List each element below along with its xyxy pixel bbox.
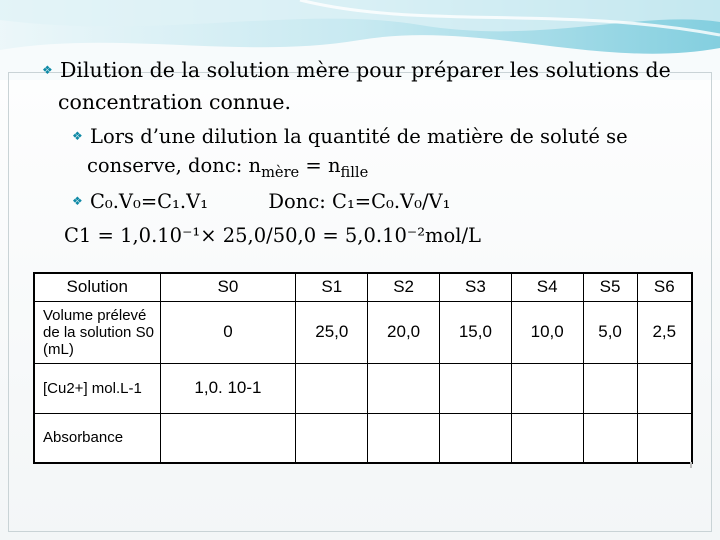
cell-conc-s1 bbox=[296, 363, 368, 413]
bullet-icon: ❖ bbox=[42, 63, 53, 77]
header-s3: S3 bbox=[440, 273, 512, 301]
cell-volume-s3: 15,0 bbox=[440, 301, 512, 363]
sub-fille: fille bbox=[340, 163, 369, 181]
table-row-absorbance bbox=[34, 413, 692, 463]
sub-mere: mère bbox=[261, 163, 300, 181]
row-label-volume: Volume prélevé de la solution S0 (mL) bbox=[34, 301, 160, 363]
header-s1: S1 bbox=[296, 273, 368, 301]
dilution-formula: C₀.V₀=C₁.V₁ bbox=[90, 190, 209, 213]
header-s0: S0 bbox=[160, 273, 296, 301]
cell-conc-s0: 1,0. 10-1 bbox=[160, 363, 296, 413]
cell-volume-s6: 2,5 bbox=[637, 301, 692, 363]
calculation-line: C1 = 1,0.10⁻¹× 25,0/50,0 = 5,0.10⁻²mol/L bbox=[64, 224, 481, 247]
table-header-row bbox=[34, 273, 692, 301]
cell-volume-s1: 25,0 bbox=[296, 301, 368, 363]
bullet-icon: ❖ bbox=[72, 129, 83, 143]
cell-conc-s6 bbox=[637, 363, 692, 413]
conserve-text: conserve, donc: n bbox=[87, 154, 262, 177]
header-s5: S5 bbox=[583, 273, 637, 301]
cell-abs-s1 bbox=[296, 413, 368, 463]
bullet-2-text: Lors d’une dilution la quantité de matière de soluté se bbox=[90, 125, 628, 148]
header-s4: S4 bbox=[511, 273, 583, 301]
row-label-absorbance: Absorbance bbox=[34, 413, 160, 463]
header-solution: Solution bbox=[34, 273, 160, 301]
cell-abs-s0 bbox=[160, 413, 296, 463]
table-row-concentration bbox=[34, 363, 692, 413]
donc-formula: Donc: C₁=C₀.V₀/V₁ bbox=[268, 190, 451, 213]
bullet-line-2-cont bbox=[87, 154, 369, 181]
cell-volume-s0: 0 bbox=[160, 301, 296, 363]
cell-conc-s3 bbox=[440, 363, 512, 413]
bullet-line-3 bbox=[72, 192, 450, 212]
cell-conc-s5 bbox=[583, 363, 637, 413]
bullet-line-2 bbox=[72, 127, 628, 147]
cell-volume-s5: 5,0 bbox=[583, 301, 637, 363]
cell-abs-s2 bbox=[368, 413, 440, 463]
cell-volume-s4: 10,0 bbox=[511, 301, 583, 363]
bullet-line-1-cont: concentration connue. bbox=[58, 90, 292, 114]
cell-volume-s2: 20,0 bbox=[368, 301, 440, 363]
equals-n: = n bbox=[299, 154, 341, 177]
cell-abs-s4 bbox=[511, 413, 583, 463]
cell-conc-s2 bbox=[368, 363, 440, 413]
cell-abs-s6 bbox=[637, 413, 692, 463]
bullet-icon: ❖ bbox=[72, 194, 83, 208]
cell-conc-s4 bbox=[511, 363, 583, 413]
cell-abs-s5 bbox=[583, 413, 637, 463]
dilution-table bbox=[33, 272, 693, 464]
slide-corner-mark bbox=[690, 462, 692, 468]
table-row-volume bbox=[34, 301, 692, 363]
cell-abs-s3 bbox=[440, 413, 512, 463]
header-s6: S6 bbox=[637, 273, 692, 301]
bullet-1-text: Dilution de la solution mère pour préparer les solutions de bbox=[60, 58, 671, 82]
header-s2: S2 bbox=[368, 273, 440, 301]
row-label-concentration: [Cu2+] mol.L-1 bbox=[34, 363, 160, 413]
bullet-line-1 bbox=[42, 60, 671, 81]
